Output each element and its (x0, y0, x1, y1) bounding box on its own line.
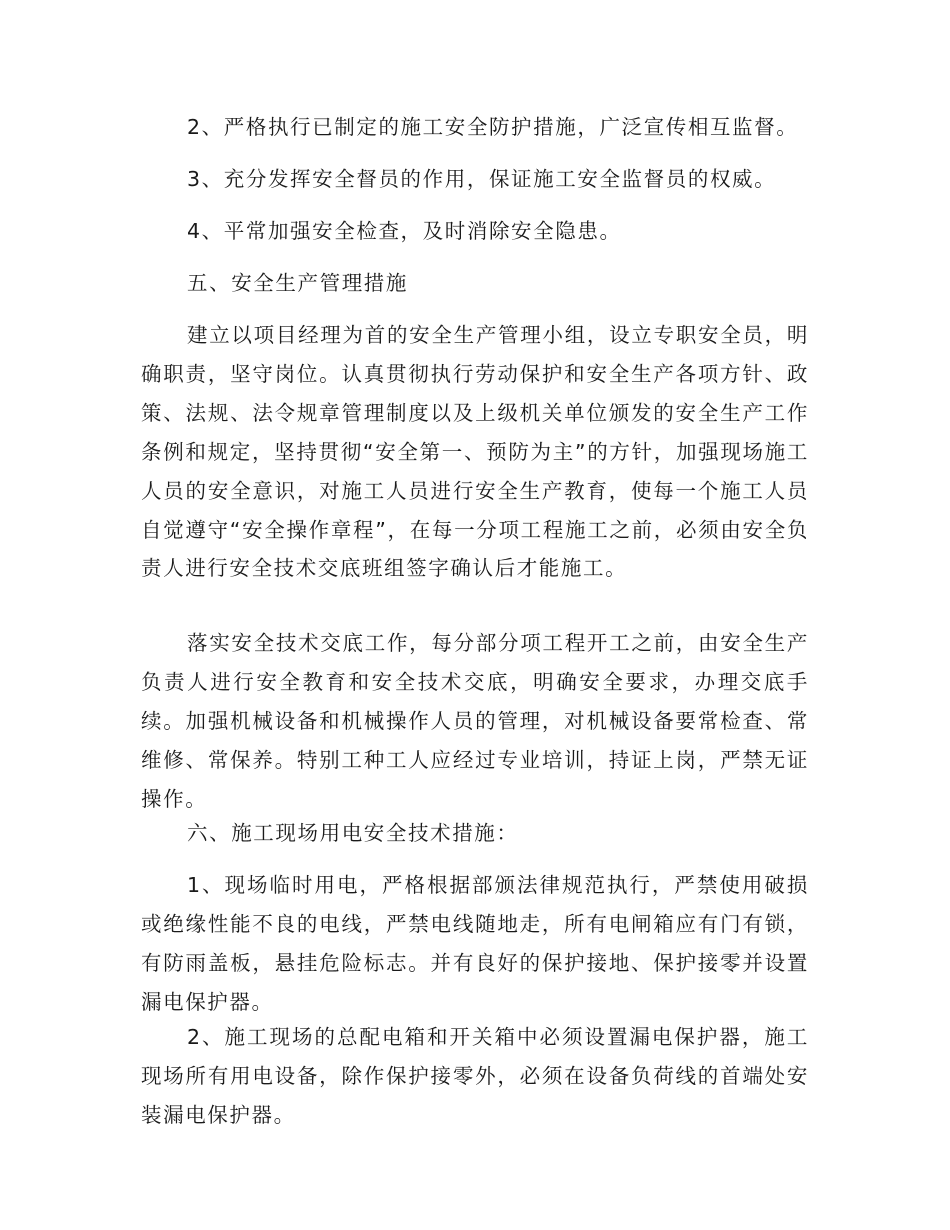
paragraph-safety-disclosure: 落实安全技术交底工作，每分部分项工程开工之前，由安全生产负责人进行安全教育和安全技术交底，明确安全要求，办理交底手续。加强机械设备和机械操作人员的管理，对机械设备要常检查、常维修、常保养。特别工种工人应经过专业培训，持证上岗，严禁无证操作。 (141, 631, 809, 811)
paragraph-safety-management: 建立以项目经理为首的安全生产管理小组，设立专职安全员，明确职责，坚守岗位。认真贯彻执行劳动保护和安全生产各项方针、政策、法规、法令规章管理制度以及上级机关单位颁发的安全生产工作条例和规定，坚持贯彻“安全第一、预防为主”的方针，加强现场施工人员的安全意识，对施工人员进行安全生产教育，使每一个施工人员自觉遵守“安全操作章程”，在每一分项工程施工之前，必须由安全负责人进行安全技术交底班组签字确认后才能施工。 (141, 323, 809, 581)
paragraph-item-2: 2、严格执行已制定的施工安全防护措施，广泛宣传相互监督。 (187, 115, 799, 139)
paragraph-electric-1: 1、现场临时用电，严格根据部颁法律规范执行，严禁使用破损或绝缘性能不良的电线，严禁电线随地走，所有电闸箱应有门有锁，有防雨盖板，悬挂危险标志。并有良好的保护接地、保护接零并设置漏电保护器。 (141, 873, 809, 1014)
paragraph-item-4: 4、平常加强安全检查，及时消除安全隐患。 (187, 219, 622, 243)
section-heading-6: 六、施工现场用电安全技术措施： (187, 821, 519, 845)
paragraph-electric-2: 2、施工现场的总配电箱和开关箱中必须设置漏电保护器，施工现场所有用电设备，除作保护接零外，必须在设备负荷线的首端处安装漏电保护器。 (141, 1025, 809, 1127)
paragraph-item-3: 3、充分发挥安全督员的作用，保证施工安全监督员的权威。 (187, 167, 777, 191)
section-heading-5: 五、安全生产管理措施 (187, 271, 408, 295)
